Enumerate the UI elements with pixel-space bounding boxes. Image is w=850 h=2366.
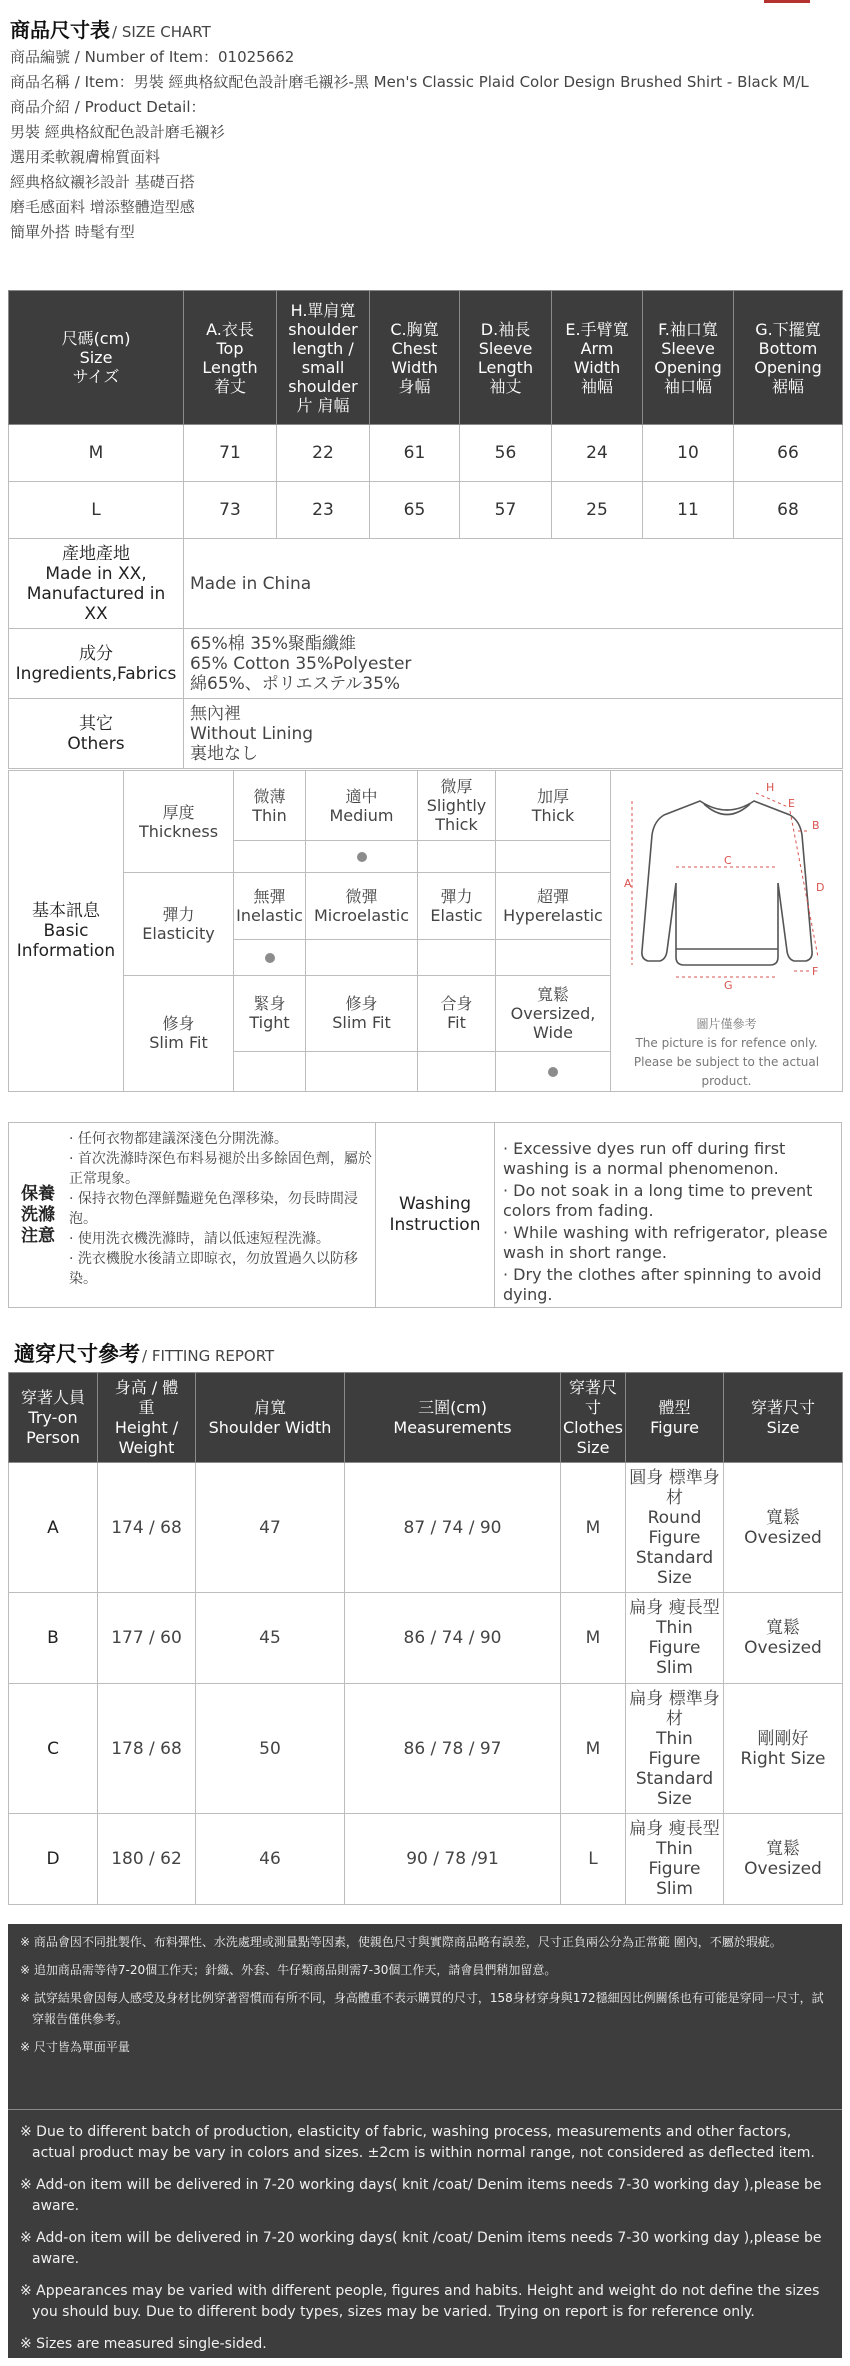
elasticity-mark-cell [306, 939, 418, 975]
elasticity-option: 無彈 Inelastic [234, 873, 306, 940]
measure-cell: 68 [734, 482, 843, 539]
product-detail-line: 男裝 經典格紋配色設計磨毛襯衫 [10, 123, 225, 141]
shoulder-cell: 46 [196, 1814, 345, 1905]
material-value: 65%棉 35%聚酯纖維 65% Cotton 35%Polyester 綿65%、ポリエステル35% [184, 629, 843, 699]
sleeve-col-header: D.袖長 Sleeve Length 袖丈 [460, 291, 552, 425]
elasticity-option: 彈力 Elastic [418, 873, 496, 940]
product-detail-line: 經典格紋襯衫設計 基礎百搭 [10, 173, 195, 191]
notes-en [8, 2109, 842, 2366]
measure-cell: 24 [552, 425, 643, 482]
person-cell: A [9, 1463, 98, 1593]
fitting-title-main: 適穿尺寸參考 [14, 1342, 140, 1366]
elasticity-selected-dot [265, 953, 275, 963]
washing-list-en [503, 1139, 839, 1307]
size-table-header-row [9, 291, 843, 425]
thickness-mark-cell [418, 841, 496, 873]
product-detail-line: 磨毛感面料 增添整體造型感 [10, 198, 195, 216]
height-weight-cell: 174 / 68 [98, 1463, 196, 1593]
thickness-mark-cell [234, 841, 306, 873]
size-cell: L [9, 482, 184, 539]
table-row [9, 482, 843, 539]
washing-item-en: · Do not soak in a long time to prevent colors from fading. [503, 1181, 813, 1220]
measure-cell: 11 [643, 482, 734, 539]
product-detail-label: 商品介紹 / Product Detail： [10, 98, 206, 116]
fit-size-cell: 寬鬆 Ovesized [724, 1814, 843, 1905]
clothes-size-cell: M [561, 1684, 626, 1814]
height-weight-col-header: 身高 / 體 重 Height / Weight [98, 1373, 196, 1463]
thickness-label: 厚度 Thickness [124, 771, 234, 873]
measure-cell: 73 [184, 482, 277, 539]
figure-letter-h: H [765, 781, 774, 794]
sweater-diagram [612, 771, 842, 1011]
thickness-option: 加厚 Thick [496, 771, 611, 841]
table-row [9, 1814, 843, 1905]
washing-item-en: · Dry the clothes after spinning to avoid dying. [503, 1265, 822, 1304]
origin-label: 產地產地 Made in XX, Manufactured in XX [9, 539, 184, 629]
elasticity-option: 超彈 Hyperelastic [496, 873, 611, 940]
bottom-col-header: G.下擺寬 Bottom Opening 裾幅 [734, 291, 843, 425]
height-weight-cell: 178 / 68 [98, 1684, 196, 1814]
arm-col-header: E.手臂寬 Arm Width 袖幅 [552, 291, 643, 425]
notes-cn [8, 1932, 842, 2065]
measure-cell: 71 [184, 425, 277, 482]
size-col-header: 尺碼(cm) Size サイズ [9, 291, 184, 425]
shoulder-cell: 47 [196, 1463, 345, 1593]
thickness-option: 微薄 Thin [234, 771, 306, 841]
shoulder-width-col-header: 肩寬 Shoulder Width [196, 1373, 345, 1463]
washing-instructions [8, 1122, 842, 1308]
fit-option: 合身 Fit [418, 975, 496, 1052]
person-cell: B [9, 1593, 98, 1684]
note-en: ※ Due to different batch of production, elasticity of fabric, washing process, measurements and other factors, actual product may be vary in colors and sizes. ±2cm is within normal range, not considered as deflected item. [20, 2124, 815, 2161]
measure-cell: 10 [643, 425, 734, 482]
fit-option: 寬鬆 Oversized, Wide [496, 975, 611, 1052]
measure-cell: 65 [370, 482, 460, 539]
note-cn: ※ 商品會因不同批製作、布料彈性、水洗處理或測量點等因素，使親色尺寸與實際商品略有誤差，尺寸正負兩公分為正常範 圍內，不屬於瑕疵。 [20, 1935, 782, 1949]
table-row [9, 425, 843, 482]
figure-cell: 扁身 瘦長型 Thin Figure Slim [626, 1593, 724, 1684]
figure-cell: 扁身 標準身 材 Thin Figure Standard Size [626, 1684, 724, 1814]
fit-label: 修身 Slim Fit [124, 975, 234, 1092]
measure-cell: 66 [734, 425, 843, 482]
shoulder-col-header: H.單肩寬 shoulder length / small shoulder 片 肩幅 [277, 291, 370, 425]
elasticity-mark-cell [234, 939, 306, 975]
fit-size-cell: 剛剛好 Right Size [724, 1684, 843, 1814]
fitting-report-title [14, 1338, 274, 1368]
measure-cell: 25 [552, 482, 643, 539]
thickness-selected-dot [357, 852, 367, 862]
fit-mark-cell [306, 1052, 418, 1092]
figure-letter-b: B [811, 819, 820, 832]
fitting-header-row [9, 1373, 843, 1463]
measure-cell: 56 [460, 425, 552, 482]
thickness-mark-cell [306, 841, 418, 873]
figure-letter-f: F [811, 965, 818, 978]
product-detail-line: 選用柔軟親膚棉質面料 [10, 148, 161, 166]
elasticity-label: 彈力 Elasticity [124, 873, 234, 976]
product-header [10, 14, 840, 245]
item-name: 商品名稱 / Item：男裝 經典格紋配色設計磨毛襯衫-黑 Men's Classic Plaid Color Design Brushed Shirt - Black M/L [10, 73, 809, 91]
measurements-cell: 86 / 78 / 97 [345, 1684, 561, 1814]
product-detail-line: 簡單外搭 時髦有型 [10, 223, 135, 241]
note-en: ※ Add-on item will be delivered in 7-20 working days( knit /coat/ Denim items needs 7-30 working day ),please be aware. [20, 2177, 822, 2214]
measure-cell: 61 [370, 425, 460, 482]
fitting-table [8, 1372, 843, 1905]
clothes-size-col-header: 穿著尺 寸 Clothes Size [561, 1373, 626, 1463]
thickness-option: 微厚 Slightly Thick [418, 771, 496, 841]
figure-letter-a: A [623, 877, 632, 890]
others-value: 無內裡 Without Lining 裏地なし [184, 699, 843, 769]
elasticity-mark-cell [496, 939, 611, 975]
washing-label-en: Washing Instruction [375, 1123, 495, 1307]
others-label: 其它 Others [9, 699, 184, 769]
clothes-size-cell: M [561, 1463, 626, 1593]
washing-item-cn: · 保持衣物色澤鮮豔避免色澤移染，勿長時間浸泡。 [69, 1191, 358, 1227]
fit-mark-cell [496, 1052, 611, 1092]
fitting-title-sub: / FITTING REPORT [142, 1347, 275, 1365]
item-number: 商品編號 / Number of Item：01025662 [10, 48, 295, 66]
person-cell: D [9, 1814, 98, 1905]
note-cn: ※ 試穿結果會因每人感受及身材比例穿著習慣而有所不同，身高體重不表示購買的尺寸，158身材穿身與172穩細因比例關係也有可能是穿同一尺寸，試穿報告僅供參考。 [20, 1991, 824, 2026]
size-chart-title-sub: / SIZE CHART [112, 23, 211, 41]
person-col-header: 穿著人員 Try-on Person [9, 1373, 98, 1463]
size-table [8, 290, 843, 769]
figure-letter-d: D [815, 881, 824, 894]
note-cn: ※ 尺寸皆為單面平量 [20, 2040, 130, 2054]
shoulder-cell: 45 [196, 1593, 345, 1684]
size-cell: M [9, 425, 184, 482]
washing-item-cn: · 首次洗滌時深色布料易褪於出多餘固色劑，屬於正常現象。 [69, 1151, 372, 1187]
material-label: 成分 Ingredients,Fabrics [9, 629, 184, 699]
height-weight-cell: 177 / 60 [98, 1593, 196, 1684]
washing-label-cn: 保養 洗滌 注意 [21, 1183, 55, 1246]
note-cn: ※ 追加商品需等待7-20個工作天；針織、外套、牛仔類商品則需7-30個工作天，請會員們稍加留意。 [20, 1963, 557, 1977]
cuff-col-header: F.袖口寬 Sleeve Opening 袖口幅 [643, 291, 734, 425]
washing-item-en: · While washing with refrigerator, please wash in short range. [503, 1223, 828, 1262]
note-en: ※ Sizes are measured single-sided. [20, 2336, 267, 2352]
fit-mark-cell [418, 1052, 496, 1092]
measure-cell: 23 [277, 482, 370, 539]
basic-info-table [8, 770, 843, 1092]
fit-size-col-header: 穿著尺寸 Size [724, 1373, 843, 1463]
origin-row [9, 539, 843, 629]
fit-size-cell: 寬鬆 Ovesized [724, 1463, 843, 1593]
others-row [9, 699, 843, 769]
thickness-option: 適中 Medium [306, 771, 418, 841]
figure-cell: 扁身 瘦長型 Thin Figure Slim [626, 1814, 724, 1905]
material-row [9, 629, 843, 699]
fit-size-cell: 寬鬆 Ovesized [724, 1593, 843, 1684]
washing-item-cn: · 洗衣機脫水後請立即晾衣，勿放置過久以防移染。 [69, 1251, 358, 1287]
fit-option: 修身 Slim Fit [306, 975, 418, 1052]
figure-col-header: 體型 Figure [626, 1373, 724, 1463]
measure-cell: 57 [460, 482, 552, 539]
washing-item-cn: · 任何衣物都建議深淺色分開洗滌。 [69, 1131, 288, 1147]
height-weight-cell: 180 / 62 [98, 1814, 196, 1905]
garment-figure [611, 771, 843, 1092]
measure-cell: 22 [277, 425, 370, 482]
table-row [9, 1593, 843, 1684]
washing-item-cn: · 使用洗衣機洗滌時，請以低速短程洗滌。 [69, 1231, 330, 1247]
chest-col-header: C.胸寬 Chest Width 身幅 [370, 291, 460, 425]
clothes-size-cell: M [561, 1593, 626, 1684]
washing-list-cn [69, 1129, 375, 1289]
clothes-size-cell: L [561, 1814, 626, 1905]
size-chart-title [10, 14, 840, 43]
figure-letter-c: C [723, 854, 732, 867]
corner-accent-bar [764, 0, 810, 3]
figure-cell: 圓身 標準身 材 Round Figure Standard Size [626, 1463, 724, 1593]
washing-item-en: · Excessive dyes run off during first washing is a normal phenomenon. [503, 1139, 786, 1178]
table-row [9, 1684, 843, 1814]
size-chart-title-main: 商品尺寸表 [10, 18, 110, 42]
table-row [9, 1463, 843, 1593]
figure-letter-g: G [723, 979, 733, 992]
origin-value: Made in China [184, 539, 843, 629]
measurements-col-header: 三圍(cm) Measurements [345, 1373, 561, 1463]
elasticity-mark-cell [418, 939, 496, 975]
length-col-header: A.衣長 Top Length 着丈 [184, 291, 277, 425]
shoulder-cell: 50 [196, 1684, 345, 1814]
fit-mark-cell [234, 1052, 306, 1092]
figure-letter-e: E [787, 797, 795, 810]
measurements-cell: 90 / 78 /91 [345, 1814, 561, 1905]
basic-info-label: 基本訊息 Basic Information [9, 771, 124, 1092]
notes-panel [8, 1924, 842, 2358]
measurements-cell: 87 / 74 / 90 [345, 1463, 561, 1593]
thickness-mark-cell [496, 841, 611, 873]
person-cell: C [9, 1684, 98, 1814]
note-en: ※ Add-on item will be delivered in 7-20 working days( knit /coat/ Denim items needs 7-30 working day ),please be aware. [20, 2230, 822, 2267]
fit-selected-dot [548, 1067, 558, 1077]
note-en: ※ Appearances may be varied with different people, figures and habits. Height and weight do not define the sizes you should buy. Due to different body types, sizes may be varied. Trying on report is for reference only. [20, 2283, 820, 2320]
measurements-cell: 86 / 74 / 90 [345, 1593, 561, 1684]
fit-option: 緊身 Tight [234, 975, 306, 1052]
figure-caption: 圖片僅參考 The picture is for refence only. Please be subject to the actual product. [633, 1017, 820, 1088]
elasticity-option: 微彈 Microelastic [306, 873, 418, 940]
